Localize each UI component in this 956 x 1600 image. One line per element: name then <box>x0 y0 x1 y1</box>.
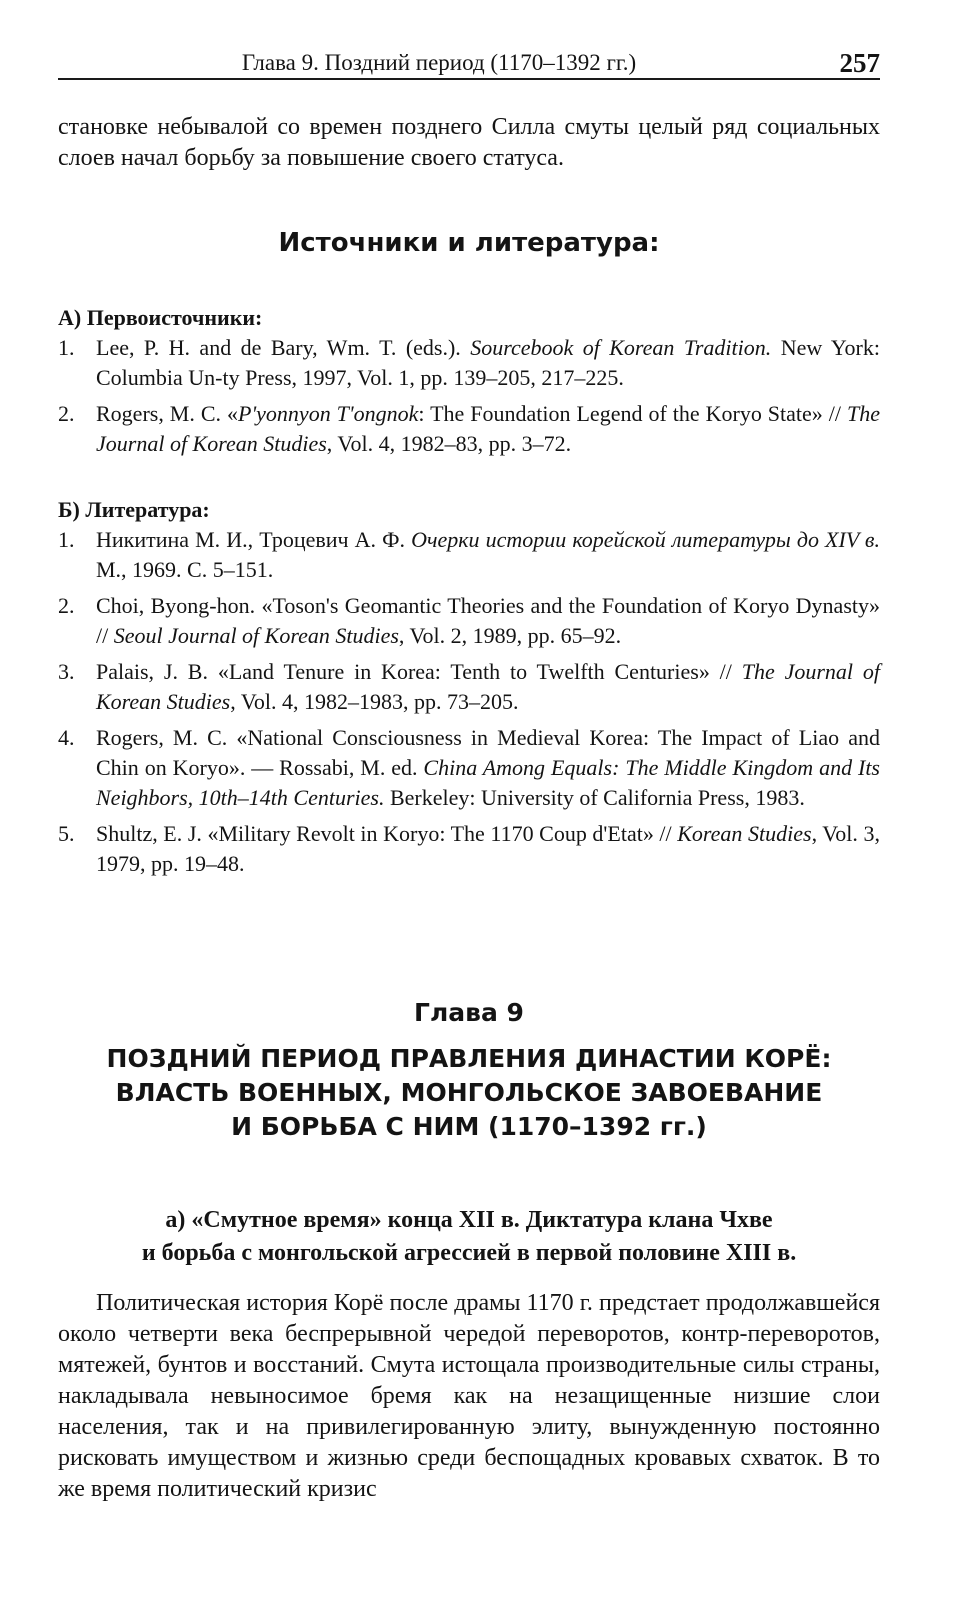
chapter-title-line: ПОЗДНИЙ ПЕРИОД ПРАВЛЕНИЯ ДИНАСТИИ КОРЁ: <box>106 1044 832 1073</box>
chapter-title-line: ВЛАСТЬ ВОЕННЫХ, МОНГОЛЬСКОЕ ЗАВОЕВАНИЕ <box>115 1078 823 1107</box>
list-item: 1. Lee, P. H. and de Bary, Wm. T. (eds.). Sourcebook of Korean Tradition. New York: Columbia Un-ty Press, 1997, Vol. 1, pp. 139–205, 217–225. <box>58 335 880 390</box>
page-number: 257 <box>839 48 880 78</box>
running-title: Глава 9. Поздний период (1170–1392 гг.) <box>241 50 637 75</box>
header-rule <box>58 78 880 80</box>
chapter-paragraph: Политическая история Корё после драмы 1170 г. предстает продолжавшейся около четверти века беспрерывной чередой переворотов, контр-переворотов, мятежей, бунтов и восстаний. Смута истощала производительные силы страны, накладывала невыносимое бремя как на незащищенные низшие слои населения, так и на привилегированную элиту, вынужденную постоянно рисковать имуществом и жизнью среди беспощадных кровавых схваток. В то же время политический кризис <box>58 1290 880 1502</box>
literature-list <box>58 525 880 879</box>
running-header <box>58 44 880 80</box>
chapter-title <box>58 1042 880 1144</box>
primary-sources <box>58 302 880 465</box>
list-item: 1. Никитина М. И., Троцевич А. Ф. Очерки истории корейской литературы до XIV в. М., 1969. С. 5–151. <box>58 527 880 582</box>
subsection-title <box>58 1204 880 1270</box>
chapter-title-line: И БОРЬБА С НИМ (1170–1392 гг.) <box>231 1112 707 1141</box>
subsection-title-line: и борьба с монгольской агрессией в первой половине XIII в. <box>141 1240 797 1266</box>
primary-sources-heading: А) Первоисточники: <box>58 305 263 330</box>
chapter-label: Глава 9 <box>414 998 524 1027</box>
sources-title: Источники и литература: <box>278 228 660 258</box>
primary-sources-list <box>58 333 880 459</box>
continued-paragraph: становке небывалой со времен позднего Силла смуты целый ряд социальных слоев начал борьбу за повышение своего статуса. <box>58 114 880 171</box>
list-item: 5. Shultz, E. J. «Military Revolt in Koryo: The 1170 Coup d'Etat» // Korean Studies, Vol. 3, 1979, pp. 19–48. <box>58 821 880 876</box>
literature-heading: Б) Литература: <box>58 497 210 522</box>
list-item: 3. Palais, J. B. «Land Tenure in Korea: Tenth to Twelfth Centuries» // The Journal of Korean Studies, Vol. 4, 1982–1983, pp. 73–205. <box>58 659 880 714</box>
literature-sources <box>58 494 880 885</box>
list-item: 2. Rogers, M. C. «P'yonnyon T'ongnok: The Foundation Legend of the Koryo State» // The Journal of Korean Studies, Vol. 4, 1982–83, pp. 3–72. <box>58 401 880 456</box>
list-item: 2. Choi, Byong-hon. «Toson's Geomantic Theories and the Foundation of Koryo Dynasty» // Seoul Journal of Korean Studies, Vol. 2, 1989, pp. 65–92. <box>58 593 880 648</box>
list-item: 4. Rogers, M. C. «National Consciousness in Medieval Korea: The Impact of Liao and Chin on Koryo». — Rossabi, M. ed. China Among Equals: The Middle Kingdom and Its Neighbors, 10th–14th Centuries. Berkeley: University of California Press, 1983. <box>58 725 880 810</box>
book-page <box>58 0 880 1600</box>
subsection-title-line: а) «Смутное время» конца XII в. Диктатура клана Чхве <box>165 1207 773 1233</box>
